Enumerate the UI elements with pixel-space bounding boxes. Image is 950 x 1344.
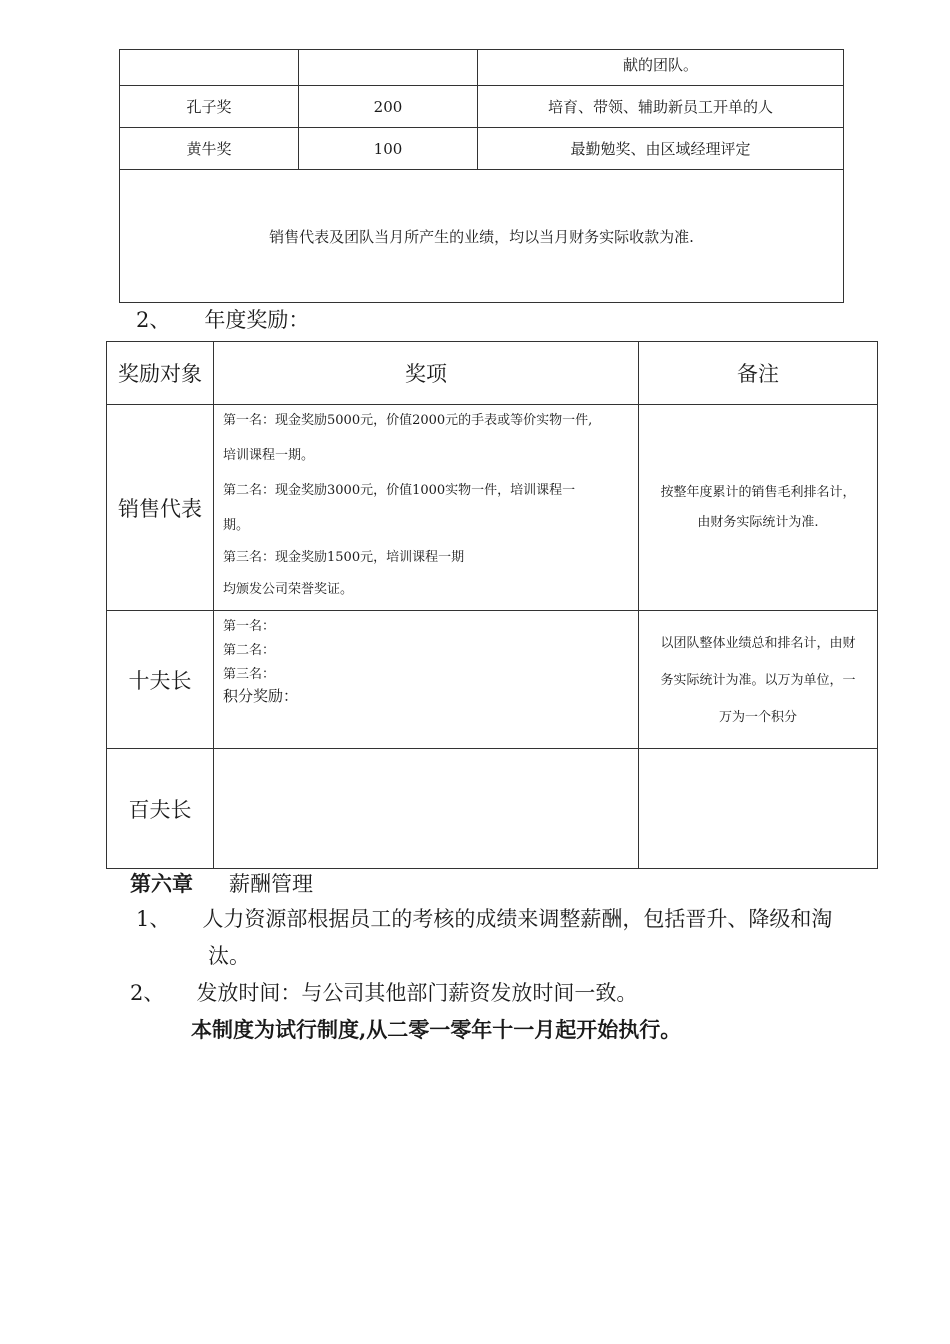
annual-award-table [106, 341, 878, 869]
award-line: 第三名： [223, 667, 276, 682]
item-number: 1、 [136, 907, 171, 931]
list-item [130, 977, 637, 1007]
table-row [120, 170, 844, 303]
award-line: 第三名：现金奖励1500元，培训课程一期 [223, 550, 465, 565]
award-desc-cell: 献的团队。 [478, 50, 844, 86]
award-line: 期。 [223, 518, 250, 533]
item-text: 发放时间：与公司其他部门薪资发放时间一致。 [196, 981, 638, 1005]
award-desc-cell: 培育、带领、辅助新员工开单的人 [478, 86, 844, 128]
hundred-award-cell [214, 749, 639, 869]
table-header-row [107, 342, 878, 405]
sales-award-cell [214, 405, 639, 611]
note-line: 按整年度累计的销售毛利排名计， [660, 484, 856, 500]
header-target: 奖励对象 [107, 342, 214, 405]
row-label-sales: 销售代表 [107, 405, 214, 611]
award-name-cell: 孔子奖 [120, 86, 299, 128]
award-line: 第二名：现金奖励3000元，价值1000实物一件，培训课程一 [223, 483, 576, 498]
points-award: 积分奖励： [223, 687, 299, 705]
award-line: 第一名：现金奖励5000元，价值2000元的手表或等价实物一件, [223, 413, 593, 428]
award-line: 培训课程一期。 [223, 448, 315, 463]
item-number: 2、 [130, 981, 165, 1005]
heading-number: 2、 [136, 308, 171, 332]
list-item [136, 903, 876, 933]
chapter-heading [130, 868, 313, 898]
award-amount-cell: 100 [299, 128, 478, 170]
chapter-title: 薪酬管理 [229, 872, 313, 896]
table-row [120, 128, 844, 170]
header-award: 奖项 [214, 342, 639, 405]
item-text: 人力资源部根据员工的考核的成绩来调整薪酬，包括晋升、降级和淘 [202, 907, 833, 931]
award-amount-cell: 200 [299, 86, 478, 128]
award-line: 第一名： [223, 619, 276, 634]
award-line: 均颁发公司荣誉奖证。 [223, 582, 354, 597]
performance-note: 销售代表及团队当月所产生的业绩，均以当月财务实际收款为准. [120, 170, 844, 303]
row-label-hundred: 百夫长 [107, 749, 214, 869]
ten-note-cell [639, 611, 878, 749]
sales-note-cell [639, 405, 878, 611]
award-desc-cell: 最勤勉奖、由区域经理评定 [478, 128, 844, 170]
table-row [120, 86, 844, 128]
chapter-number: 第六章 [130, 871, 193, 896]
award-line: 第二名： [223, 643, 276, 658]
heading-text: 年度奖励： [204, 308, 310, 332]
table-row [107, 405, 878, 611]
annual-award-heading [136, 304, 309, 334]
header-note: 备注 [639, 342, 878, 405]
note-line: 万为一个积分 [718, 710, 797, 725]
table-row [107, 749, 878, 869]
monthly-award-table [119, 49, 844, 303]
row-label-ten: 十夫长 [107, 611, 214, 749]
table-row [107, 611, 878, 749]
note-line: 以团队整体业绩总和排名计，由财 [660, 636, 856, 651]
award-amount-cell [299, 50, 478, 86]
ten-award-cell [214, 611, 639, 749]
table-row [120, 50, 844, 86]
item-continuation: 汰。 [208, 944, 250, 968]
hundred-note-cell [639, 749, 878, 869]
award-name-cell: 黄牛奖 [120, 128, 299, 170]
award-name-cell [120, 50, 299, 86]
note-line: 由财务实际统计为准. [697, 514, 819, 530]
note-line: 务实际统计为准。以万为单位，一 [660, 673, 856, 688]
closing-statement: 本制度为试行制度,从二零一零年十一月起开始执行。 [191, 1017, 682, 1042]
